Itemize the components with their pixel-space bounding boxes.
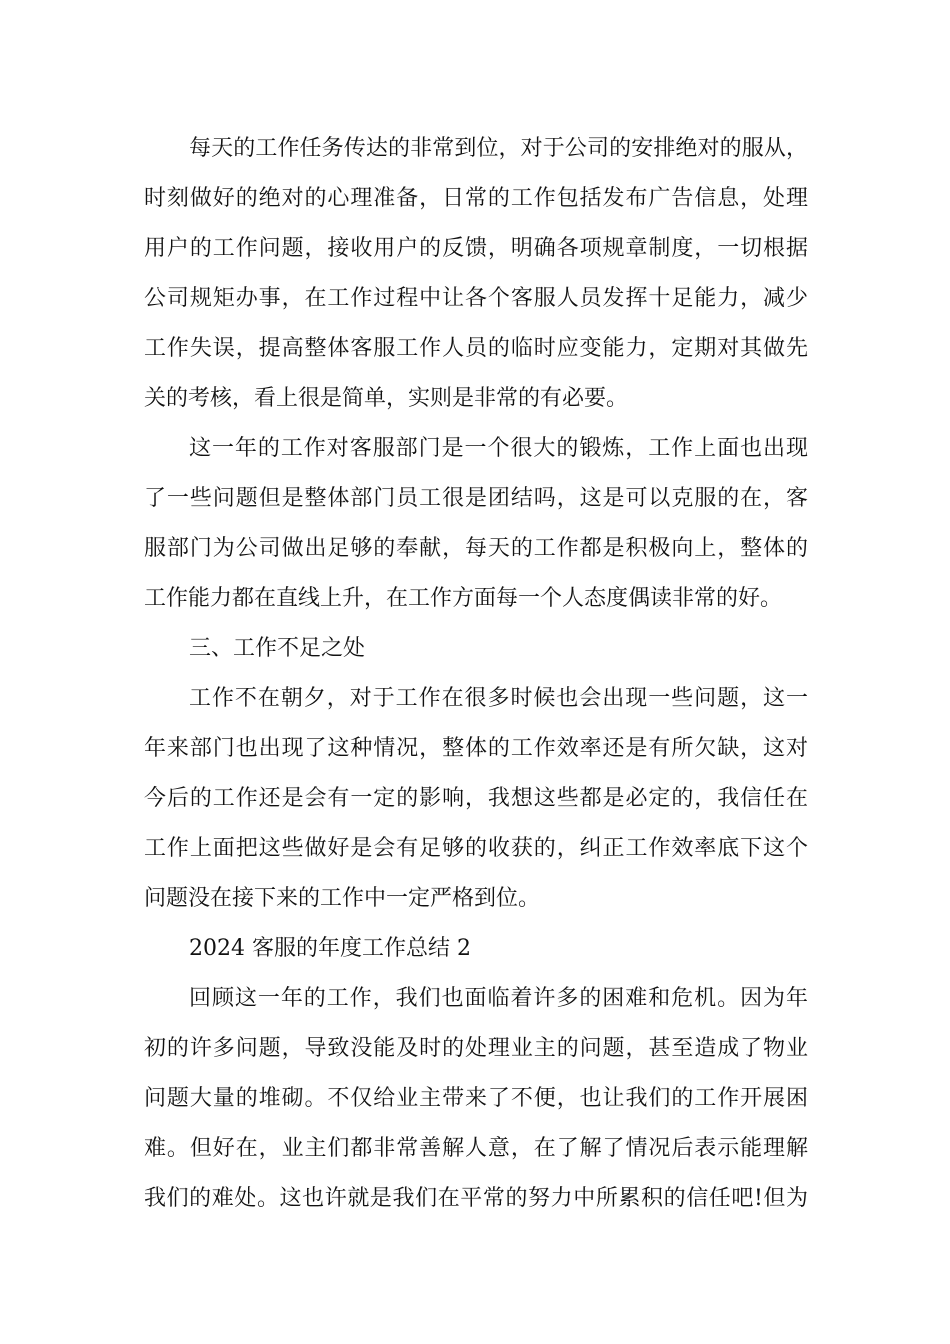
- text-line: 了一些问题但是整体部门员工很是团结吗，这是可以克服的在，客: [144, 486, 808, 511]
- document-section-title: 2024 客服的年度工作总结 2: [189, 936, 471, 961]
- text-line: 工作能力都在直线上升，在工作方面每一个人态度偶读非常的好。: [144, 586, 783, 611]
- document-body: [144, 124, 808, 1224]
- text-line: 回顾这一年的工作，我们也面临着许多的困难和危机。因为年: [189, 986, 808, 1011]
- paragraph-3: [144, 674, 808, 924]
- paragraph-1: [144, 124, 808, 424]
- text-line: 公司规矩办事，在工作过程中让各个客服人员发挥十足能力，减少: [144, 286, 808, 311]
- text-line: 初的许多问题，导致没能及时的处理业主的问题，甚至造成了物业: [144, 1036, 808, 1061]
- text-line: 工作上面把这些做好是会有足够的收获的，纠正工作效率底下这个: [144, 836, 808, 861]
- text-line: 时刻做好的绝对的心理准备，日常的工作包括发布广告信息，处理: [144, 186, 808, 211]
- text-line: 问题大量的堆砌。不仅给业主带来了不便，也让我们的工作开展困: [144, 1086, 808, 1111]
- text-line: 工作不在朝夕，对于工作在很多时候也会出现一些问题，这一: [189, 686, 808, 711]
- section-heading: 三、工作不足之处: [189, 636, 366, 661]
- text-line: 服部门为公司做出足够的奉献，每天的工作都是积极向上，整体的: [144, 536, 808, 561]
- text-line: 年来部门也出现了这种情况，整体的工作效率还是有所欠缺，这对: [144, 736, 808, 761]
- paragraph-2: [144, 424, 808, 624]
- text-line: 我们的难处。这也许就是我们在平常的努力中所累积的信任吧!但为: [144, 1186, 808, 1211]
- text-line: 关的考核，看上很是简单，实则是非常的有必要。: [144, 386, 629, 411]
- text-line: 用户的工作问题，接收用户的反馈，明确各项规章制度，一切根据: [144, 236, 808, 261]
- text-line: 问题没在接下来的工作中一定严格到位。: [144, 886, 541, 911]
- text-line: 这一年的工作对客服部门是一个很大的锻炼，工作上面也出现: [189, 436, 808, 461]
- text-line: 今后的工作还是会有一定的影响，我想这些都是必定的，我信任在: [144, 786, 808, 811]
- text-line: 难。但好在，业主们都非常善解人意，在了解了情况后表示能理解: [144, 1136, 808, 1161]
- text-line: 工作失误，提高整体客服工作人员的临时应变能力，定期对其做先: [144, 336, 808, 361]
- text-line: 每天的工作任务传达的非常到位，对于公司的安排绝对的服从，: [189, 136, 808, 161]
- paragraph-4: [144, 974, 808, 1224]
